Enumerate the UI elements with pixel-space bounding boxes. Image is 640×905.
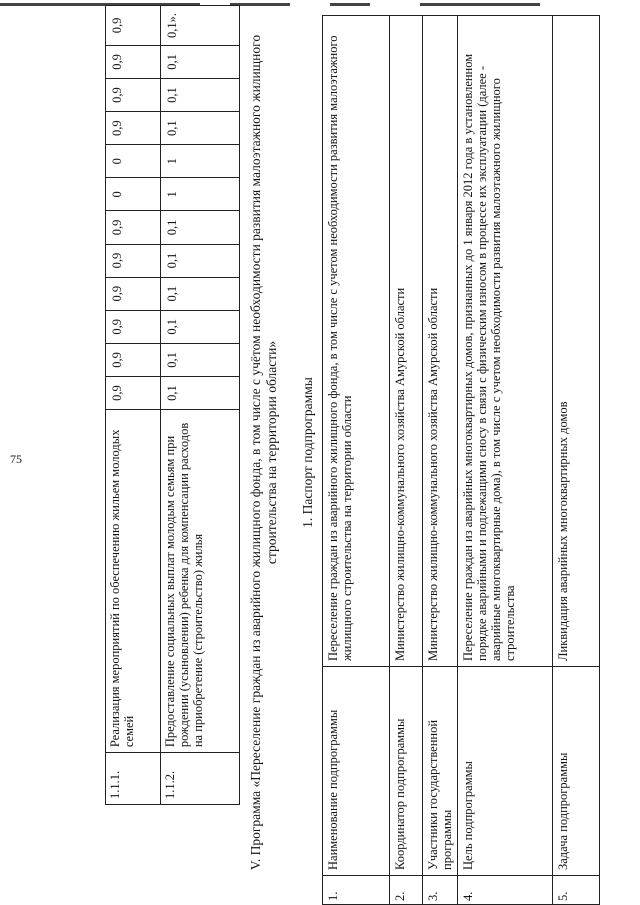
row-text: Реализация мероприятий по обеспечению жильем молодых семей xyxy=(106,410,161,753)
value-cell: 0,1 xyxy=(161,343,240,376)
passport-value: Переселение граждан из аварийных многоквартирных домов, признанных до 1 января 2012 года в установленном порядке аварийными и подлежащими сносу в связи с физическим износом в процессе их эксплуатации (далее - аварийные многоквартирные дома), в том числе с учетом необходимости развития малоэтажного жилищного строительства xyxy=(458,16,553,667)
table-row xyxy=(323,16,390,905)
top-measures-table xyxy=(105,5,240,805)
table-row xyxy=(161,6,240,805)
value-cell: 0,1 xyxy=(161,45,240,78)
row-number: 1. xyxy=(323,876,390,905)
value-cell: 0,1 xyxy=(161,211,240,244)
row-text: Предоставление социальных выплат молодым семьям при рождении (усыновлении) ребенка для компенсации расходов на приобретение (строительство) жилья xyxy=(161,410,240,753)
row-number: 1.1.2. xyxy=(161,753,240,805)
value-cell: 0,1 xyxy=(161,310,240,343)
page-number: 75 xyxy=(10,452,22,466)
row-number: 3. xyxy=(423,876,458,905)
value-cell: 0,1 xyxy=(161,277,240,310)
passport-subheading: 1. Паспорт подпрограммы xyxy=(300,377,315,528)
section-heading: V. Программа «Переселение граждан из аварийного жилищного фонда, в том числе с учётом необходимости развития малоэтажного жилищного строительства на территории области» xyxy=(248,34,279,871)
value-cell: 0 xyxy=(106,178,161,211)
table-row xyxy=(458,16,553,905)
value-cell: 0,9 xyxy=(106,45,161,78)
passport-label: Задача подпрограммы xyxy=(553,667,600,876)
value-cell: 0 xyxy=(106,145,161,178)
value-cell: 0,9 xyxy=(106,343,161,376)
row-number: 5. xyxy=(553,876,600,905)
passport-value: Ликвидация аварийных многоквартирных домов xyxy=(553,16,600,667)
value-cell: 0,1». xyxy=(161,6,240,46)
row-number: 1.1.1. xyxy=(106,753,161,805)
table-row xyxy=(390,16,423,905)
value-cell: 0,1 xyxy=(161,244,240,277)
passport-label: Участники государственной программы xyxy=(423,667,458,876)
value-cell: 0,1 xyxy=(161,112,240,145)
passport-label: Координатор подпрограммы xyxy=(390,667,423,876)
value-cell: 1 xyxy=(161,145,240,178)
table-row xyxy=(553,16,600,905)
row-number: 2. xyxy=(390,876,423,905)
value-cell: 0,9 xyxy=(106,277,161,310)
value-cell: 0,9 xyxy=(106,244,161,277)
value-cell: 0,9 xyxy=(106,211,161,244)
passport-label: Наименование подпрограммы xyxy=(323,667,390,876)
table-row xyxy=(423,16,458,905)
value-cell: 0,9 xyxy=(106,78,161,111)
value-cell: 0,9 xyxy=(106,6,161,46)
value-cell: 1 xyxy=(161,178,240,211)
value-cell: 0,1 xyxy=(161,78,240,111)
passport-value: Министерство жилищно-коммунального хозяйства Амурской области xyxy=(390,16,423,667)
passport-value: Переселение граждан из аварийного жилищного фонда, в том числе с учетом необходимости развития малоэтажного жилищного строительства на территории области xyxy=(323,16,390,667)
value-cell: 0,9 xyxy=(106,310,161,343)
value-cell: 0,9 xyxy=(106,112,161,145)
table-row xyxy=(106,6,161,805)
passport-label: Цель подпрограммы xyxy=(458,667,553,876)
value-cell: 0,9 xyxy=(106,376,161,409)
passport-table xyxy=(322,15,600,905)
passport-value: Министерство жилищно-коммунального хозяйства Амурской области xyxy=(423,16,458,667)
row-number: 4. xyxy=(458,876,553,905)
value-cell: 0,1 xyxy=(161,376,240,409)
